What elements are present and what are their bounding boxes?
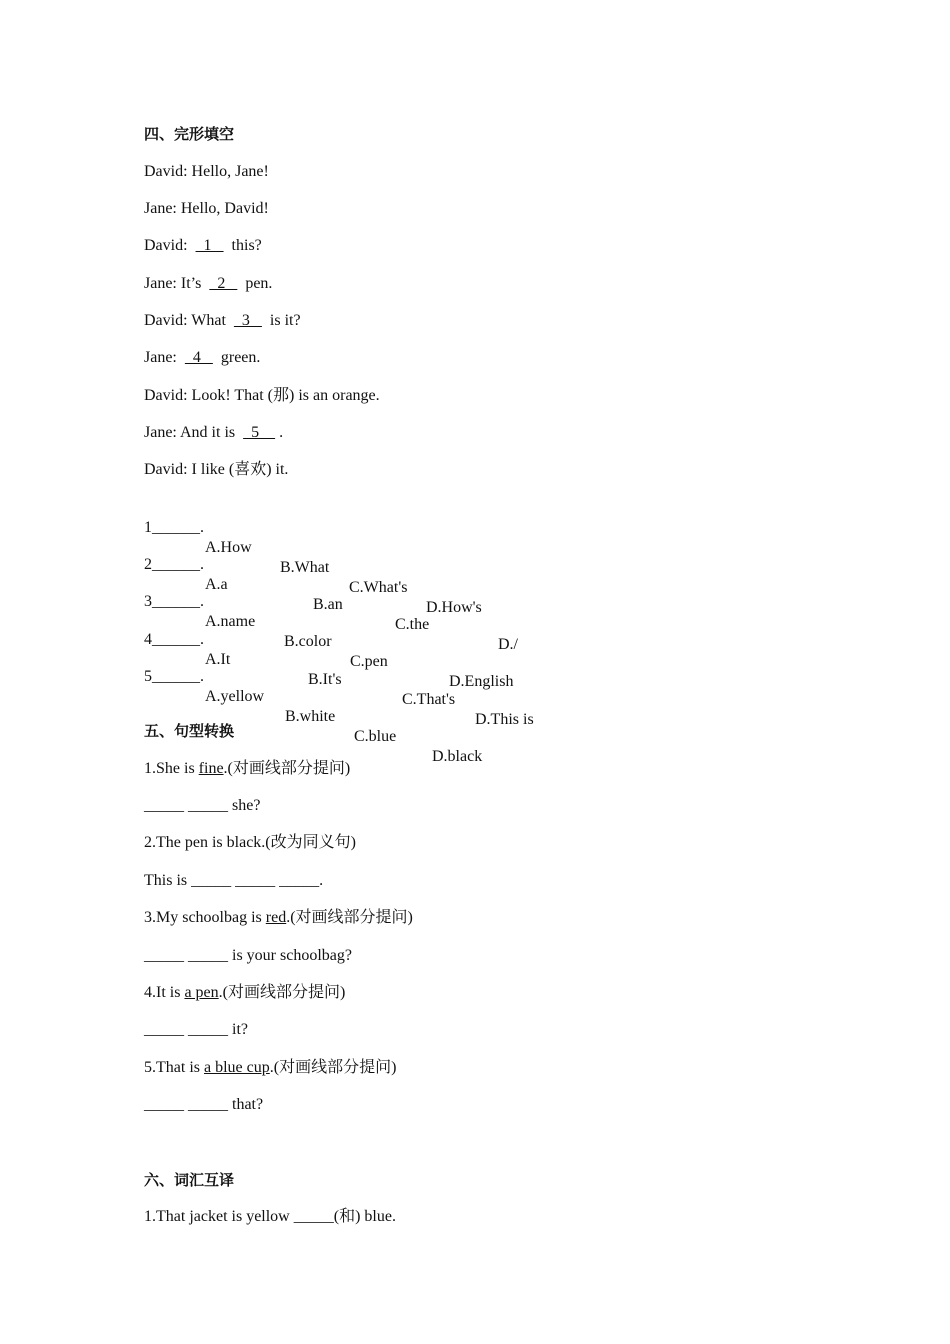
option-c: C.That's [402, 691, 456, 708]
question-number: 4______. [144, 631, 204, 648]
question-number: 5______. [144, 668, 204, 685]
question-number: 3______. [144, 593, 204, 610]
option-c: C.pen [350, 653, 388, 670]
option-a: A.a [205, 576, 228, 593]
dialogue-line-9: David: I like (喜欢) it. [144, 461, 289, 478]
question-number: 1______. [144, 519, 204, 536]
dialogue-line-4: Jane: It’s 2 pen. [144, 275, 273, 292]
dialogue-line-1: David: Hello, Jane! [144, 163, 269, 180]
option-a: A.yellow [205, 688, 265, 705]
option-c: C.What's [349, 579, 408, 596]
dialogue-line-2: Jane: Hello, David! [144, 200, 269, 217]
section-6-heading: 六、词汇互译 [144, 1171, 235, 1189]
blank-2: 2 [209, 275, 238, 292]
option-a: A.How [205, 539, 252, 556]
dialogue-line-5: David: What 3 is it? [144, 312, 301, 329]
dialogue-line-7: David: Look! That (那) is an orange. [144, 387, 380, 404]
option-c: C.the [395, 616, 430, 633]
transform-answer-2: This is _____ _____ _____. [144, 872, 324, 889]
option-a: A.name [205, 613, 256, 630]
blank-1: 1 [195, 237, 224, 254]
transform-answer-5: _____ _____ that? [144, 1096, 264, 1113]
transform-question-1: 1.She is fine.(对画线部分提问) [144, 760, 351, 777]
blank-4: 4 [184, 349, 213, 366]
section-4-heading: 四、完形填空 [144, 125, 235, 143]
underlined-part: red [265, 909, 287, 926]
dialogue-line-3: David: 1 this? [144, 237, 262, 254]
option-b: B.an [313, 596, 343, 613]
blank-5: 5 [243, 424, 276, 441]
option-d: D./ [498, 636, 518, 653]
option-c: C.blue [354, 728, 397, 745]
transform-question-3: 3.My schoolbag is red.(对画线部分提问) [144, 909, 413, 926]
transform-answer-1: _____ _____ she? [144, 797, 261, 814]
option-b: B.white [285, 708, 336, 725]
transform-answer-3: _____ _____ is your schoolbag? [144, 947, 352, 964]
translation-item-1: 1.That jacket is yellow _____(和) blue. [144, 1208, 396, 1225]
transform-question-4: 4.It is a pen.(对画线部分提问) [144, 984, 346, 1001]
transform-question-5: 5.That is a blue cup.(对画线部分提问) [144, 1059, 397, 1076]
transform-answer-4: _____ _____ it? [144, 1021, 248, 1038]
transform-question-2: 2.The pen is black.(改为同义句) [144, 834, 356, 851]
underlined-part: a pen [184, 984, 219, 1001]
underlined-part: fine [198, 760, 224, 777]
option-d: D.This is [475, 711, 534, 728]
option-d: D.black [432, 748, 483, 765]
dialogue-line-8: Jane: And it is 5 . [144, 424, 284, 441]
dialogue-line-6: Jane: 4 green. [144, 349, 261, 366]
option-d: D.How's [426, 599, 482, 616]
section-5-heading: 五、句型转换 [144, 722, 235, 740]
option-b: B.What [280, 559, 330, 576]
option-d: D.English [449, 673, 514, 690]
option-b: B.color [284, 633, 332, 650]
underlined-part: a blue cup [204, 1059, 270, 1076]
option-a: A.It [205, 651, 231, 668]
question-number: 2______. [144, 556, 204, 573]
option-b: B.It's [308, 671, 342, 688]
blank-3: 3 [233, 312, 262, 329]
